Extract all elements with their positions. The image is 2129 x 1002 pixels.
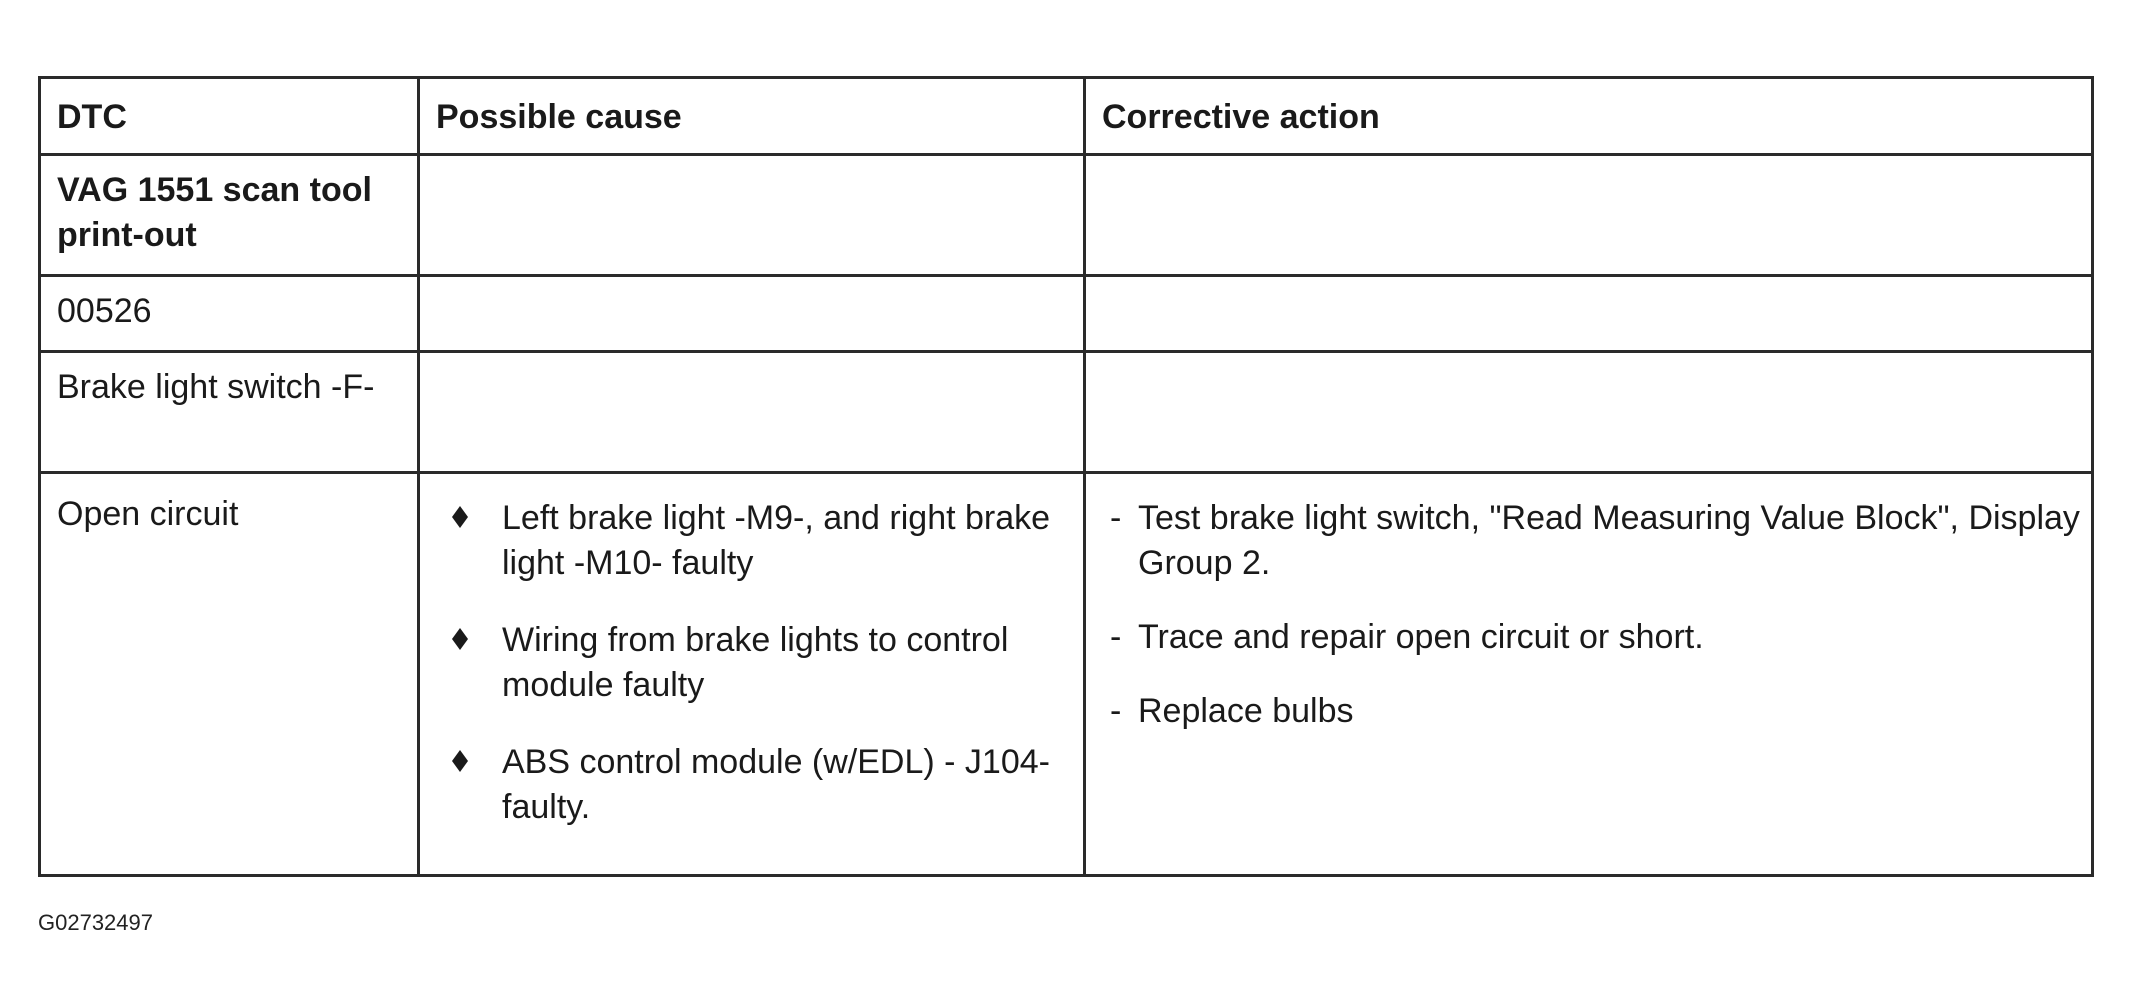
actions-cell xyxy=(1085,473,2093,876)
list-item xyxy=(1110,496,2091,586)
action-text: Replace bulbs xyxy=(1138,692,1354,730)
corrective-actions-list xyxy=(1086,474,2091,734)
causes-cell xyxy=(419,473,1085,876)
fault-type: Open circuit xyxy=(57,495,239,533)
list-item xyxy=(1110,615,2091,660)
header-corrective-action: Corrective action xyxy=(1102,98,1380,136)
fault-code: 00526 xyxy=(57,292,152,330)
diamond-bullet-icon xyxy=(452,628,468,650)
header-action-cell xyxy=(1085,78,2093,155)
possible-causes-list xyxy=(420,474,1083,830)
action-text: Test brake light switch, "Read Measuring Value Block", Display Group 2. xyxy=(1138,499,2080,582)
scan-tool-label: VAG 1551 scan tool print-out xyxy=(57,171,372,254)
table-header-row xyxy=(40,78,2093,155)
empty-cell xyxy=(1085,276,2093,352)
empty-cell xyxy=(1085,155,2093,276)
header-dtc: DTC xyxy=(57,98,127,136)
empty-cell xyxy=(419,155,1085,276)
header-possible-cause: Possible cause xyxy=(436,98,682,136)
cause-text: ABS control module (w/EDL) - J104- faulty. xyxy=(502,743,1050,826)
header-cause-cell xyxy=(419,78,1085,155)
cause-text: Wiring from brake lights to control module faulty xyxy=(502,621,1009,704)
header-dtc-cell xyxy=(40,78,419,155)
empty-cell xyxy=(1085,352,2093,473)
list-item xyxy=(448,496,1083,586)
table-row xyxy=(40,276,2093,352)
component-name: Brake light switch -F- xyxy=(57,368,375,406)
list-item xyxy=(448,740,1083,830)
scan-tool-cell xyxy=(40,155,419,276)
table-row xyxy=(40,352,2093,473)
list-item xyxy=(448,618,1083,708)
fault-type-cell xyxy=(40,473,419,876)
dash-marker: - xyxy=(1110,618,1122,656)
table-row xyxy=(40,155,2093,276)
table-row xyxy=(40,473,2093,876)
dash-marker: - xyxy=(1110,499,1122,537)
list-item xyxy=(1110,689,2091,734)
diamond-bullet-icon xyxy=(452,506,468,528)
empty-cell xyxy=(419,352,1085,473)
action-text: Trace and repair open circuit or short. xyxy=(1138,618,1704,656)
fault-code-cell xyxy=(40,276,419,352)
diamond-bullet-icon xyxy=(452,750,468,772)
cause-text: Left brake light -M9-, and right brake light -M10- faulty xyxy=(502,499,1051,582)
dash-marker: - xyxy=(1110,692,1122,730)
component-cell xyxy=(40,352,419,473)
empty-cell xyxy=(419,276,1085,352)
dtc-table xyxy=(38,76,2094,877)
figure-id: G02732497 xyxy=(38,910,153,935)
